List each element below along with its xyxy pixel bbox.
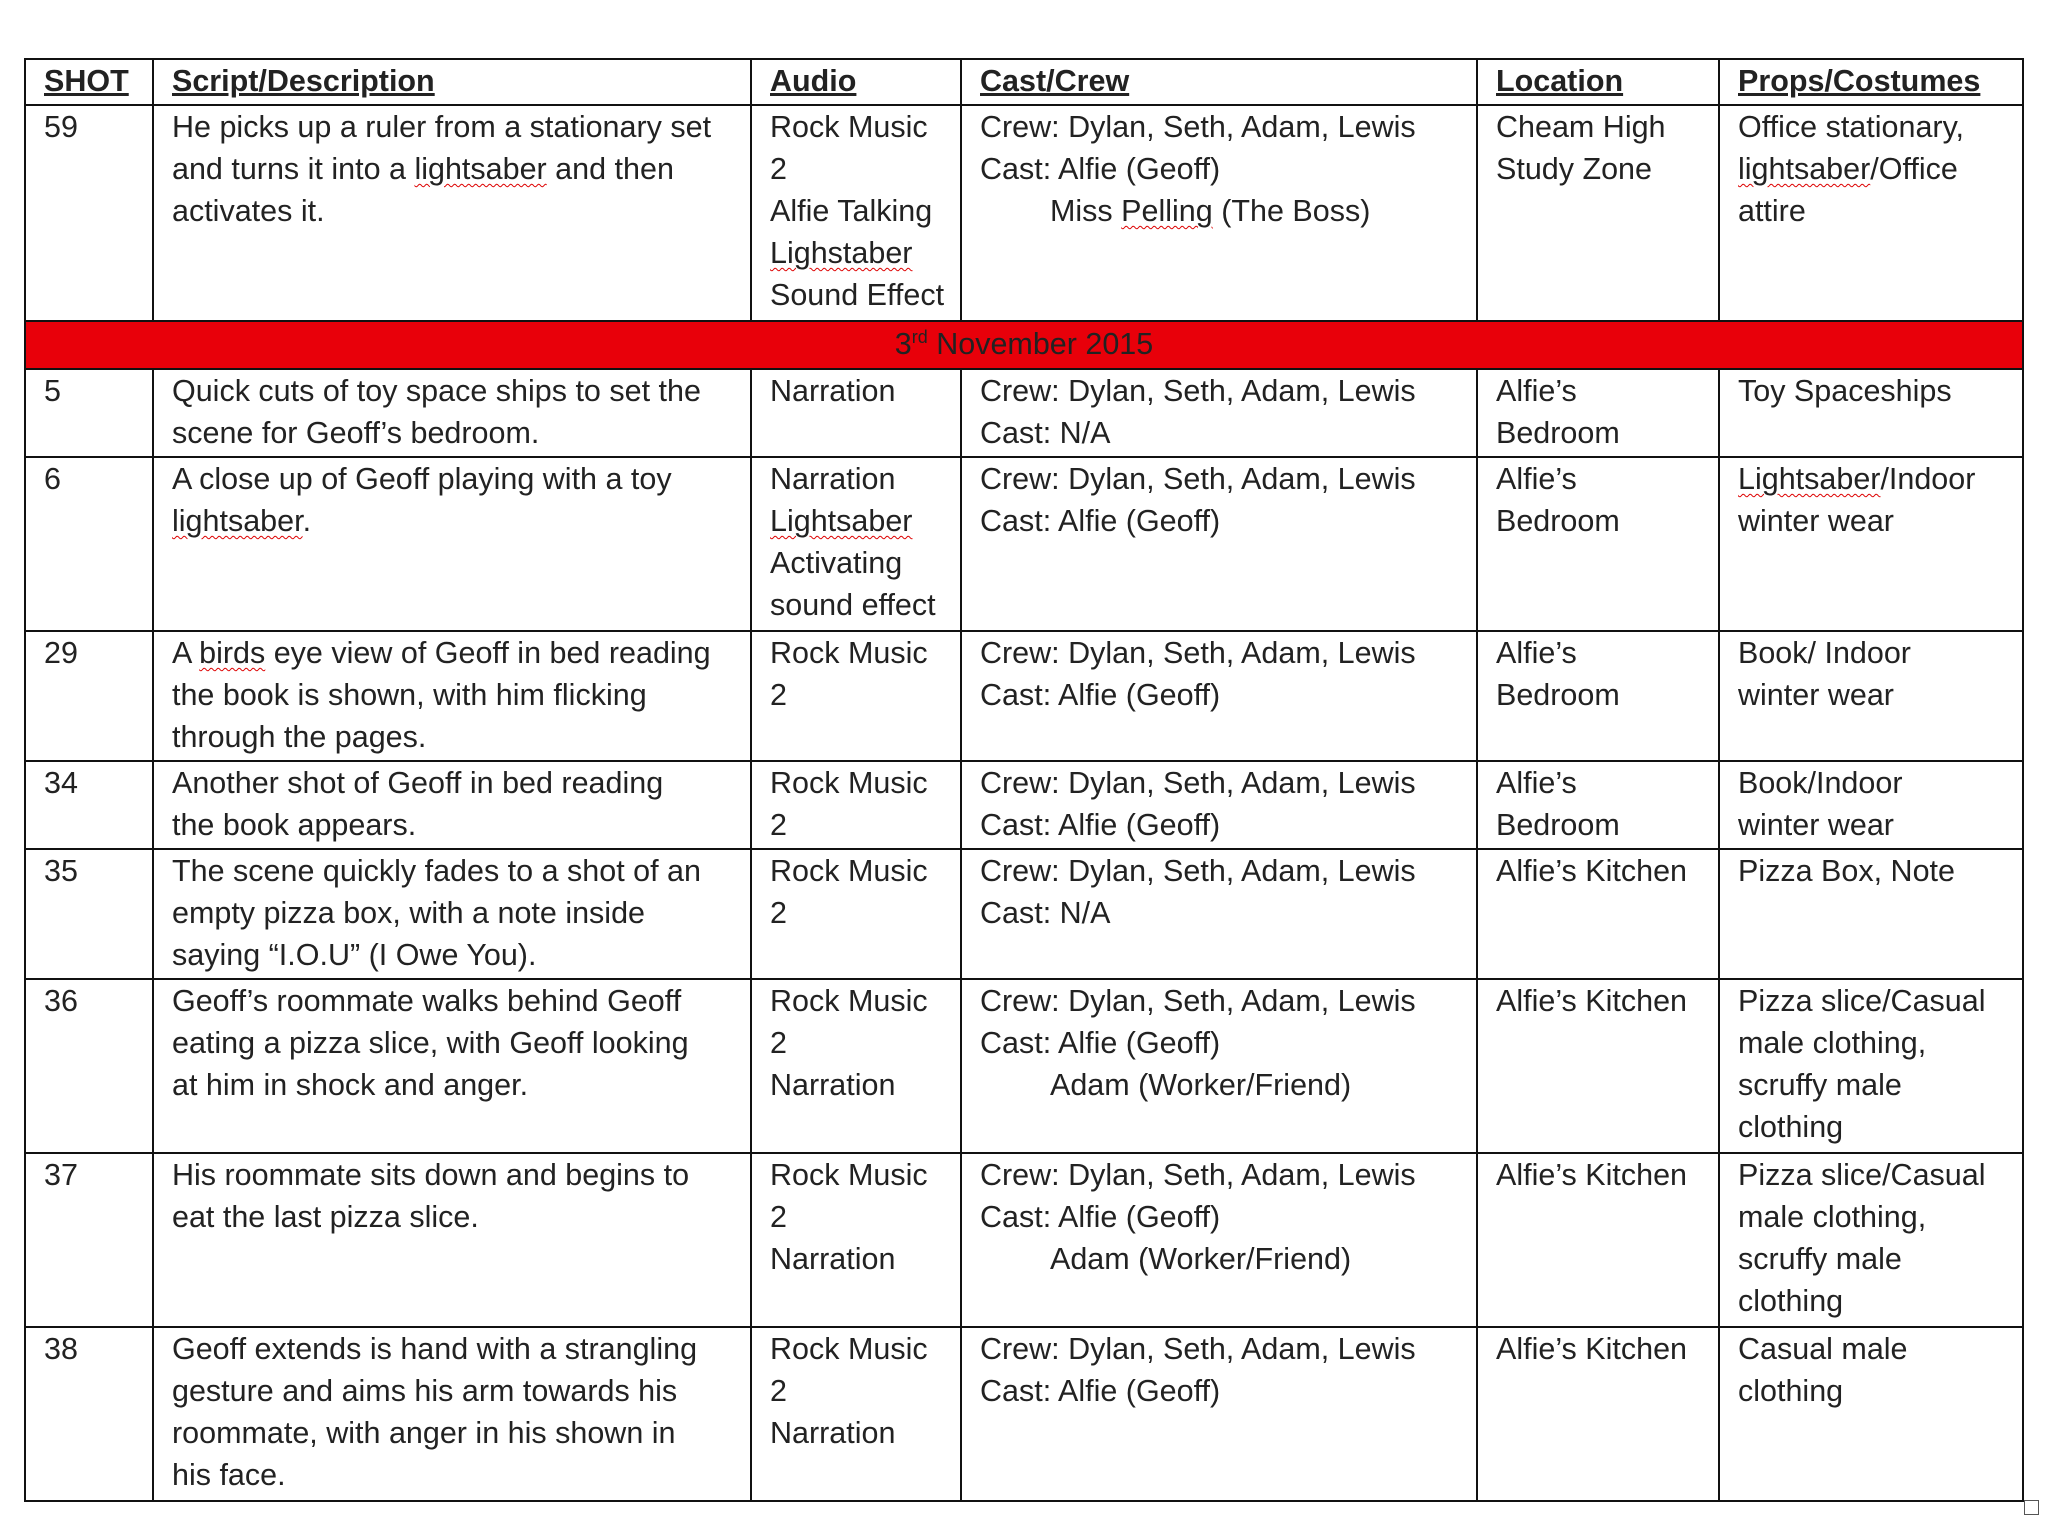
text-line: [1738, 458, 2022, 500]
table-row: [25, 369, 2023, 457]
text-fragment: Miss: [1050, 194, 1122, 228]
text-line: Bedroom: [1496, 416, 1620, 450]
spellcheck-word: Pelling: [1121, 194, 1213, 228]
text-fragment: eye view of Geoff in bed reading: [265, 636, 711, 670]
text-line: Rock Music: [770, 984, 928, 1018]
script-description: [153, 631, 751, 761]
text-line: scruffy male: [1738, 1242, 1902, 1276]
text-line: male clothing,: [1738, 1200, 1927, 1234]
text-line: eat the last pizza slice.: [172, 1200, 479, 1234]
props-costumes-cell: [1719, 1327, 2023, 1501]
text-line: winter wear: [1738, 678, 1894, 712]
date-rest: November 2015: [927, 327, 1154, 361]
script-description: [153, 849, 751, 979]
audio-cell: [751, 369, 961, 457]
text-line: Cast: Alfie (Geoff): [980, 1026, 1221, 1060]
cast-crew-cell: [961, 1327, 1477, 1501]
props-costumes-cell: [1719, 979, 2023, 1153]
audio-cell: [751, 761, 961, 849]
text-line: male clothing,: [1738, 1026, 1927, 1060]
text-line: Pizza Box, Note: [1738, 854, 1955, 888]
text-line: 2: [770, 1026, 787, 1060]
audio-cell: [751, 1153, 961, 1327]
text-line: Adam (Worker/Friend): [1050, 1068, 1352, 1102]
text-line: 2: [770, 808, 787, 842]
text-line: Study Zone: [1496, 152, 1652, 186]
cast-crew-cell: [961, 979, 1477, 1153]
date-banner: [25, 321, 2023, 369]
location-cell: [1477, 761, 1719, 849]
text-line: Office stationary,: [1738, 110, 1965, 144]
script-description: [153, 761, 751, 849]
text-line: Casual male: [1738, 1332, 1908, 1366]
text-fragment: A: [172, 636, 200, 670]
shot-number: 29: [25, 631, 153, 761]
table-row: [25, 761, 2023, 849]
text-line: his face.: [172, 1458, 286, 1492]
cast-crew-cell: [961, 369, 1477, 457]
text-line: Bedroom: [1496, 808, 1620, 842]
text-line: roommate, with anger in his shown in: [172, 1416, 676, 1450]
table-row: [25, 1327, 2023, 1501]
table-row: [25, 849, 2023, 979]
location-cell: [1477, 1153, 1719, 1327]
text-fragment: and turns it into a: [172, 152, 415, 186]
text-line: winter wear: [1738, 808, 1894, 842]
text-line: Another shot of Geoff in bed reading: [172, 766, 664, 800]
text-line: Alfie’s: [1496, 636, 1577, 670]
text-line: A close up of Geoff playing with a toy: [172, 462, 672, 496]
text-line: Crew: Dylan, Seth, Adam, Lewis: [980, 854, 1416, 888]
text-line: Bedroom: [1496, 504, 1620, 538]
text-line: clothing: [1738, 1374, 1844, 1408]
text-line: Cast: Alfie (Geoff): [980, 504, 1221, 538]
text-line: scruffy male: [1738, 1068, 1902, 1102]
text-line: Narration: [770, 1068, 896, 1102]
props-costumes-cell: [1719, 631, 2023, 761]
text-line: Alfie’s Kitchen: [1496, 984, 1688, 1018]
text-line: 2: [770, 1374, 787, 1408]
table-resize-handle[interactable]: [2024, 1500, 2039, 1515]
audio-cell: [751, 849, 961, 979]
text-line: clothing: [1738, 1110, 1844, 1144]
text-line: Cast: Alfie (Geoff): [980, 152, 1221, 186]
props-costumes-cell: [1719, 369, 2023, 457]
header-audio: Audio: [751, 59, 961, 105]
location-cell: [1477, 457, 1719, 631]
script-description: [153, 979, 751, 1153]
text-line: 2: [770, 896, 787, 930]
spellcheck-word: Lighstaber: [770, 236, 913, 270]
cast-crew-cell: [961, 105, 1477, 321]
text-line: scene for Geoff’s bedroom.: [172, 416, 540, 450]
audio-cell: [751, 1327, 961, 1501]
text-line: 2: [770, 1200, 787, 1234]
location-cell: [1477, 979, 1719, 1153]
text-line: Cast: Alfie (Geoff): [980, 808, 1221, 842]
location-cell: [1477, 105, 1719, 321]
text-line: activates it.: [172, 194, 325, 228]
text-fragment: (The Boss): [1212, 194, 1371, 228]
spellcheck-word: lightsaber: [414, 152, 547, 186]
text-line: Adam (Worker/Friend): [1050, 1242, 1352, 1276]
text-line: Rock Music: [770, 766, 928, 800]
text-line: Pizza slice/Casual: [1738, 984, 1986, 1018]
shot-number: 38: [25, 1327, 153, 1501]
text-line: 2: [770, 678, 787, 712]
text-line: Toy Spaceships: [1738, 374, 1952, 408]
text-line: Crew: Dylan, Seth, Adam, Lewis: [980, 766, 1416, 800]
text-line: Crew: Dylan, Seth, Adam, Lewis: [980, 110, 1416, 144]
shot-number: 59: [25, 105, 153, 321]
text-line: Narration: [770, 462, 896, 496]
text-line: [172, 500, 750, 542]
text-line: He picks up a ruler from a stationary set: [172, 110, 712, 144]
text-line: Cast: N/A: [980, 896, 1111, 930]
header-row: [25, 59, 2023, 105]
cast-crew-cell: [961, 457, 1477, 631]
text-line: clothing: [1738, 1284, 1844, 1318]
text-line: [172, 148, 750, 190]
text-line: winter wear: [1738, 504, 1894, 538]
header-location: Location: [1477, 59, 1719, 105]
header-script-description: Script/Description: [153, 59, 751, 105]
header-shot: SHOT: [25, 59, 153, 105]
text-line: empty pizza box, with a note inside: [172, 896, 646, 930]
table-row: [25, 631, 2023, 761]
location-cell: [1477, 1327, 1719, 1501]
text-line: Alfie’s Kitchen: [1496, 854, 1688, 888]
text-line: Book/Indoor: [1738, 766, 1903, 800]
text-line: Rock Music: [770, 854, 928, 888]
script-description: [153, 105, 751, 321]
script-description: [153, 369, 751, 457]
shot-number: 34: [25, 761, 153, 849]
spellcheck-word: lightsaber: [1738, 152, 1871, 186]
text-line: His roommate sits down and begins to: [172, 1158, 690, 1192]
header-props-costumes: Props/Costumes: [1719, 59, 2023, 105]
text-line: Quick cuts of toy space ships to set the: [172, 374, 701, 408]
text-line: Alfie Talking: [770, 194, 933, 228]
props-costumes-cell: [1719, 761, 2023, 849]
text-line: Cast: Alfie (Geoff): [980, 1374, 1221, 1408]
text-line: Crew: Dylan, Seth, Adam, Lewis: [980, 462, 1416, 496]
table-row: [25, 979, 2023, 1153]
cast-crew-cell: [961, 849, 1477, 979]
text-line: 2: [770, 152, 787, 186]
script-description: [153, 1153, 751, 1327]
text-line: eating a pizza slice, with Geoff looking: [172, 1026, 689, 1060]
props-costumes-cell: [1719, 457, 2023, 631]
text-line: through the pages.: [172, 720, 427, 754]
text-line: Activating: [770, 546, 903, 580]
text-line: Alfie’s Kitchen: [1496, 1158, 1688, 1192]
spellcheck-word: birds: [199, 636, 266, 670]
text-line: Crew: Dylan, Seth, Adam, Lewis: [980, 374, 1416, 408]
text-fragment: and then: [546, 152, 674, 186]
text-line: Cheam High: [1496, 110, 1666, 144]
audio-cell: [751, 979, 961, 1153]
text-line: Geoff extends is hand with a strangling: [172, 1332, 698, 1366]
text-line: Book/ Indoor: [1738, 636, 1911, 670]
header-cast-crew: Cast/Crew: [961, 59, 1477, 105]
text-fragment: /Office: [1870, 152, 1958, 186]
text-line: at him in shock and anger.: [172, 1068, 529, 1102]
text-line: Bedroom: [1496, 678, 1620, 712]
text-line: Rock Music: [770, 1158, 928, 1192]
text-line: Sound Effect: [770, 278, 945, 312]
spellcheck-word: lightsaber: [172, 504, 303, 538]
script-description: [153, 1327, 751, 1501]
audio-cell: [751, 105, 961, 321]
props-costumes-cell: [1719, 105, 2023, 321]
text-line: Rock Music: [770, 636, 928, 670]
table-row: [25, 1153, 2023, 1327]
text-line: Cast: Alfie (Geoff): [980, 1200, 1221, 1234]
text-line: gesture and aims his arm towards his: [172, 1374, 678, 1408]
text-line: Pizza slice/Casual: [1738, 1158, 1986, 1192]
text-line: Narration: [770, 1242, 896, 1276]
shot-number: 37: [25, 1153, 153, 1327]
shot-number: 6: [25, 457, 153, 631]
location-cell: [1477, 631, 1719, 761]
table-row: [25, 457, 2023, 631]
text-line: Crew: Dylan, Seth, Adam, Lewis: [980, 1158, 1416, 1192]
shot-number: 35: [25, 849, 153, 979]
text-fragment: /Indoor: [1880, 462, 1976, 496]
text-line: sound effect: [770, 588, 936, 622]
text-line: Crew: Dylan, Seth, Adam, Lewis: [980, 636, 1416, 670]
props-costumes-cell: [1719, 1153, 2023, 1327]
cast-crew-cell: [961, 1153, 1477, 1327]
location-cell: [1477, 369, 1719, 457]
cast-crew-cell: [961, 761, 1477, 849]
date-suffix: rd: [911, 326, 928, 347]
text-line: Cast: Alfie (Geoff): [980, 678, 1221, 712]
text-line: saying “I.O.U” (I Owe You).: [172, 938, 537, 972]
spellcheck-word: Lightsaber: [770, 504, 913, 538]
shot-number: 5: [25, 369, 153, 457]
script-description: [153, 457, 751, 631]
text-line: Cast: N/A: [980, 416, 1111, 450]
text-line: Crew: Dylan, Seth, Adam, Lewis: [980, 1332, 1416, 1366]
text-fragment: .: [302, 504, 312, 538]
text-line: [980, 190, 1476, 232]
text-line: Alfie’s: [1496, 766, 1577, 800]
date-banner-row: [25, 321, 2023, 369]
text-line: [172, 632, 750, 674]
text-line: Narration: [770, 1416, 896, 1450]
text-line: Alfie’s: [1496, 462, 1577, 496]
text-line: Geoff’s roommate walks behind Geoff: [172, 984, 682, 1018]
text-line: the book appears.: [172, 808, 417, 842]
table-row: [25, 105, 2023, 321]
shot-list-table: [24, 58, 2024, 1502]
text-line: Rock Music: [770, 1332, 928, 1366]
audio-cell: [751, 457, 961, 631]
cast-crew-cell: [961, 631, 1477, 761]
spellcheck-word: Lightsaber: [1738, 462, 1881, 496]
props-costumes-cell: [1719, 849, 2023, 979]
text-line: attire: [1738, 194, 1806, 228]
text-line: Narration: [770, 374, 896, 408]
text-line: the book is shown, with him flicking: [172, 678, 647, 712]
shot-number: 36: [25, 979, 153, 1153]
text-line: Rock Music: [770, 110, 928, 144]
text-line: [1738, 148, 2022, 190]
date-day: 3: [894, 327, 912, 361]
text-line: Alfie’s: [1496, 374, 1577, 408]
location-cell: [1477, 849, 1719, 979]
text-line: Alfie’s Kitchen: [1496, 1332, 1688, 1366]
audio-cell: [751, 631, 961, 761]
text-line: Crew: Dylan, Seth, Adam, Lewis: [980, 984, 1416, 1018]
text-line: The scene quickly fades to a shot of an: [172, 854, 701, 888]
